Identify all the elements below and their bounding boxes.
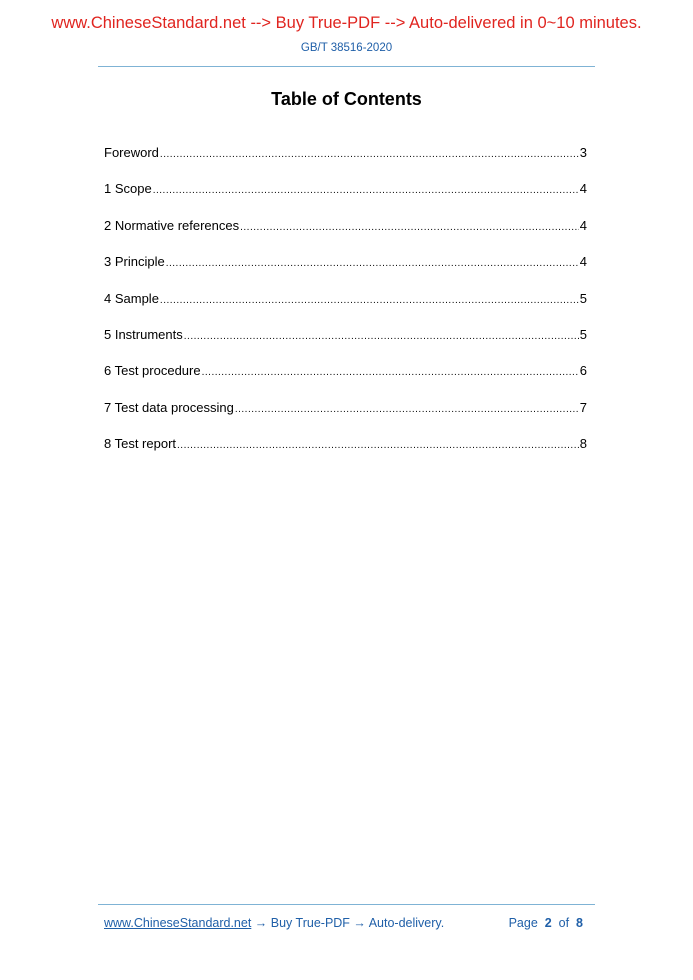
toc-dot-leader (177, 440, 579, 451)
toc-entry-label: 5 Instruments (104, 326, 183, 342)
footer-promo (104, 916, 444, 930)
footer-site-link[interactable]: www.ChineseStandard.net (104, 916, 252, 930)
toc-dot-leader (235, 404, 579, 415)
toc-entry-test-report[interactable] (104, 436, 587, 472)
standard-code: GB/T 38516-2020 (300, 42, 393, 54)
toc-entry-sample[interactable] (104, 291, 587, 327)
toc-entry-test-data-processing[interactable] (104, 400, 587, 436)
toc-entry-instruments[interactable] (104, 327, 587, 363)
toc-entry-label: 4 Sample (104, 290, 159, 306)
toc-entry-test-procedure[interactable] (104, 363, 587, 399)
toc-entry-label: 7 Test data processing (104, 399, 234, 415)
toc-entry-label: Foreword (104, 145, 159, 160)
current-page: 2 (544, 916, 552, 930)
toc-entry-page: 7 (579, 399, 587, 415)
toc-entry-page: 5 (579, 290, 587, 306)
footer-divider (98, 904, 595, 905)
toc-dot-leader (153, 185, 579, 196)
toc-entry-foreword[interactable] (104, 145, 587, 181)
toc-dot-leader (202, 367, 579, 378)
toc-dot-leader (184, 331, 579, 342)
table-of-contents (104, 145, 587, 473)
toc-dot-leader (160, 149, 579, 160)
toc-entry-label: 1 Scope (104, 181, 152, 197)
toc-entry-normative-references[interactable] (104, 218, 587, 254)
toc-entry-label: 8 Test report (104, 436, 177, 452)
toc-entry-page: 8 (579, 436, 587, 452)
toc-dot-leader (160, 295, 579, 306)
toc-entry-principle[interactable] (104, 254, 587, 290)
toc-entry-scope[interactable] (104, 181, 587, 217)
toc-entry-label: 6 Test procedure (104, 363, 201, 379)
toc-entry-page: 6 (579, 363, 587, 379)
header-divider (98, 66, 595, 67)
page-title: Table of Contents (271, 89, 422, 109)
page-word: Page (508, 916, 538, 930)
toc-entry-label: 2 Normative references (104, 217, 240, 233)
of-word: of (558, 916, 570, 930)
toc-entry-page: 5 (579, 326, 587, 342)
page-number (509, 916, 583, 930)
toc-entry-page: 4 (579, 254, 587, 270)
top-banner[interactable]: www.ChineseStandard.net --> Buy True-PDF --> Auto-delivered in 0~10 minutes. (51, 14, 642, 32)
footer-tagline: → Buy True-PDF → Auto-delivery. (251, 916, 445, 930)
toc-entry-page: 3 (579, 145, 587, 160)
total-pages: 8 (576, 916, 583, 930)
toc-dot-leader (240, 222, 579, 233)
toc-entry-page: 4 (579, 217, 587, 233)
toc-dot-leader (166, 258, 579, 269)
toc-entry-page: 4 (579, 181, 587, 197)
toc-entry-label: 3 Principle (104, 254, 165, 270)
